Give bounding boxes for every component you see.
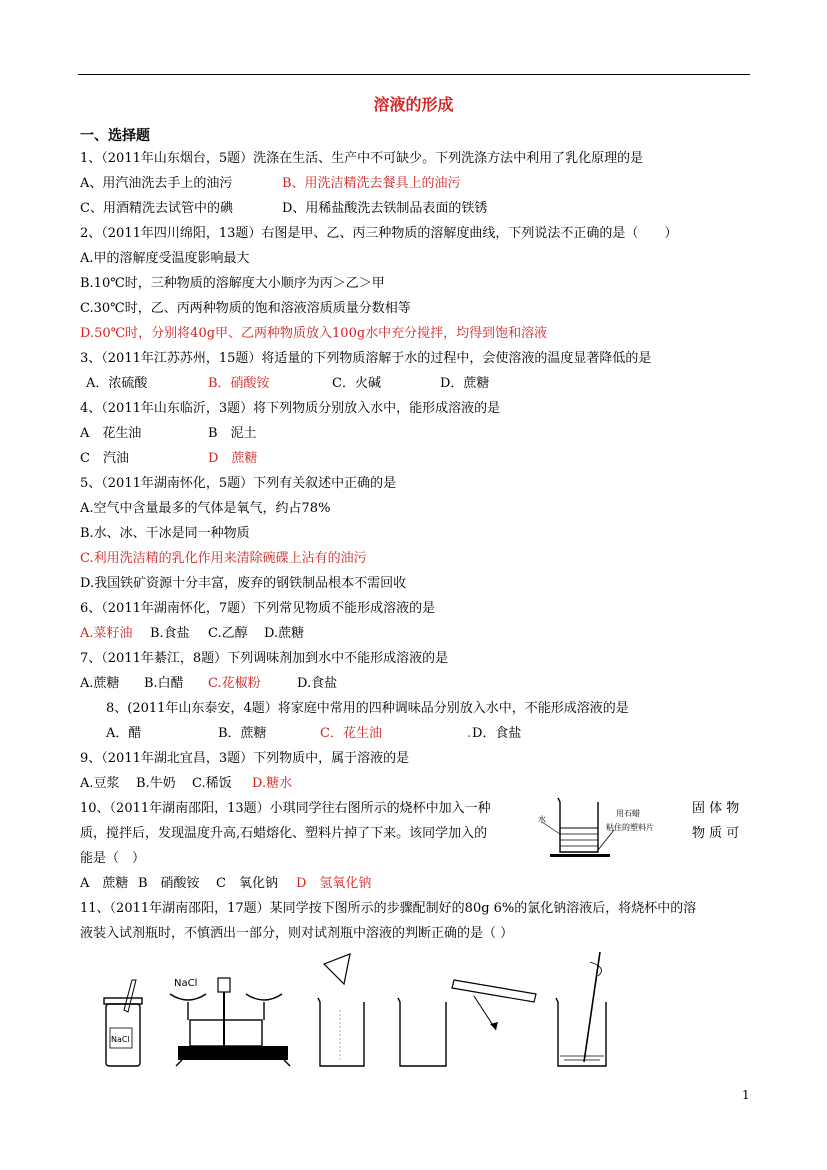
q6-options	[80, 625, 305, 643]
q7-option-b: B.白醋	[144, 676, 184, 691]
q1-options-row2	[80, 200, 488, 218]
q6-option-d: D.蔗糖	[264, 626, 305, 641]
q4-options-row1	[80, 425, 257, 443]
q4-option-c: C 汽油	[80, 451, 129, 466]
q10-line1-right: 固 体 物	[692, 801, 740, 816]
reagent-jar	[104, 980, 142, 1066]
beaker-1	[318, 998, 364, 1066]
q1-option-d: D、用稀盐酸洗去铁制品表面的铁锈	[282, 201, 488, 216]
graduated-cylinder	[452, 980, 536, 1002]
header-rule	[78, 74, 750, 75]
q1-option-b: B、用洗洁精洗去餐具上的油污	[282, 176, 461, 191]
q4-option-b: B 泥土	[208, 426, 257, 441]
q10-options	[80, 875, 372, 893]
q3-option-a: A．浓硫酸	[86, 376, 148, 391]
q7-stem: 7、（2011年綦江，8题）下列调味剂加到水中不能形成溶液的是	[80, 651, 449, 666]
q10-option-a: A 蔗糖	[80, 876, 129, 891]
q5-option-d: D.我国铁矿资源十分丰富，废弃的钢铁制品根本不需回收	[80, 576, 407, 591]
q4-option-a: A 花生油	[80, 426, 142, 441]
q4-option-d: D 蔗糖	[208, 451, 258, 466]
q4-options-row2	[80, 450, 258, 468]
q6-stem: 6、（2011年湖南怀化，7题）下列常见物质不能形成溶液的是	[80, 601, 436, 616]
q9-option-a: A.豆浆	[80, 776, 120, 791]
q5-option-c: C.利用洗洁精的乳化作用来清除碗碟上沾有的油污	[80, 551, 367, 566]
section-heading: 一、选择题	[80, 128, 150, 144]
q3-option-d: D．蔗糖	[440, 376, 490, 391]
q10-fig-label2: 粘住的塑料片	[606, 823, 654, 832]
q2-option-d: D.50℃时，分别将40g甲、乙两种物质放入100g水中充分搅拌，均得到饱和溶液	[80, 326, 548, 341]
q3-stem: 3、（2011年江苏苏州，15题）将适量的下列物质溶解于水的过程中，会使溶液的温度显著降低的是	[80, 351, 652, 366]
q6-option-b: B.食盐	[150, 626, 190, 641]
q6-option-a: A.菜籽油	[80, 626, 133, 641]
q9-option-b: B.牛奶	[136, 776, 176, 791]
q7-options	[80, 675, 338, 693]
q1-stem: 1、（2011年山东烟台，5题）洗涤在生活、生产中不可缺少。下列洗涤方法中利用了乳化原理的是	[80, 151, 644, 166]
q10-fig-label1: 用石蜡	[616, 809, 640, 818]
balance-nacl-label: NaCl	[174, 978, 198, 989]
q11-line1: 11、（2011年湖南邵阳，17题）某同学按下图所示的步骤配制好的80g 6%的氯化钠溶液后，将烧杯中的溶	[80, 901, 697, 916]
q10-option-c: C 氧化钠	[216, 876, 278, 891]
q5-stem: 5、（2011年湖南怀化，5题）下列有关叙述中正确的是	[80, 476, 397, 491]
q3-option-b: B．硝酸铵	[208, 376, 270, 391]
q9-options	[80, 775, 293, 793]
q9-option-c: C.稀饭	[192, 776, 232, 791]
q10-beaker-figure	[538, 794, 688, 864]
q10-option-d: D 氢氧化钠	[296, 876, 372, 891]
q2-stem: 2、（2011年四川绵阳，13题）右图是甲、乙、丙三种物质的溶解度曲线，下列说法不正确的是（ ）	[80, 226, 678, 241]
q8-option-c: C．花生油	[320, 726, 382, 741]
q10-fig-water-label: 水	[538, 815, 546, 824]
q7-option-d: D.食盐	[297, 676, 338, 691]
q11-procedure-figure	[78, 950, 638, 1070]
q10-option-b: B 硝酸铵	[138, 876, 200, 891]
q4-stem: 4、（2011年山东临沂，3题）将下列物质分别放入水中，能形成溶液的是	[80, 401, 501, 416]
page-title: 溶液的形成	[373, 95, 454, 114]
q5-option-b: B.水、冰、干冰是同一种物质	[80, 526, 250, 541]
q2-option-a: A.甲的溶解度受温度影响最大	[80, 251, 250, 266]
glass-rod	[584, 952, 600, 1062]
q7-option-c: C.花椒粉	[208, 676, 261, 691]
q8-stray-dot: .	[467, 726, 472, 741]
q7-option-a: A.蔗糖	[80, 676, 120, 691]
q10-line1: 10、（2011年湖南邵阳，13题）小琪同学往右图所示的烧杯中加入一种	[80, 801, 491, 816]
q10-line2: 质，搅拌后，发现温度升高,石蜡熔化、塑料片掉了下来。该同学加入的	[80, 826, 488, 841]
q11-line2: 液装入试剂瓶时，不慎洒出一部分，则对试剂瓶中溶液的判断正确的是（ ）	[80, 926, 514, 941]
q2-option-b: B.10℃时，三种物质的溶解度大小顺序为丙＞乙＞甲	[80, 276, 385, 291]
q10-line2-right: 物 质 可	[692, 826, 740, 841]
balance-scale	[170, 978, 290, 1066]
q1-option-c: C、用酒精洗去试管中的碘	[80, 201, 233, 216]
q3-option-c: C．火碱	[332, 376, 381, 391]
q8-stem: 8、(2011年山东泰安，4题）将家庭中常用的四种调味品分别放入水中，不能形成溶液的是	[106, 701, 629, 716]
q5-option-a: A.空气中含量最多的气体是氧气，约占78%	[80, 501, 331, 516]
q6-option-c: C.乙醇	[208, 626, 248, 641]
q2-option-c: C.30℃时，乙、丙两种物质的饱和溶液溶质质量分数相等	[80, 301, 411, 316]
q10-line3: 能是（ ）	[80, 851, 146, 866]
q9-option-d: D.糖水	[252, 776, 293, 791]
jar-nacl-label: NaCl	[111, 1035, 130, 1044]
q1-option-a: A、用汽油洗去手上的油污	[80, 176, 233, 191]
q1-options-row1	[80, 175, 461, 193]
page-number: 1	[742, 1088, 750, 1102]
beaker-2	[398, 998, 446, 1066]
q9-stem: 9、（2011年湖北宜昌，3题）下列物质中，属于溶液的是	[80, 751, 410, 766]
weighing-paper	[324, 954, 350, 984]
q8-option-b: B．蔗糖	[218, 726, 267, 741]
q8-option-a: A．醋	[106, 726, 142, 741]
q8-option-d: D．食盐	[472, 726, 522, 741]
